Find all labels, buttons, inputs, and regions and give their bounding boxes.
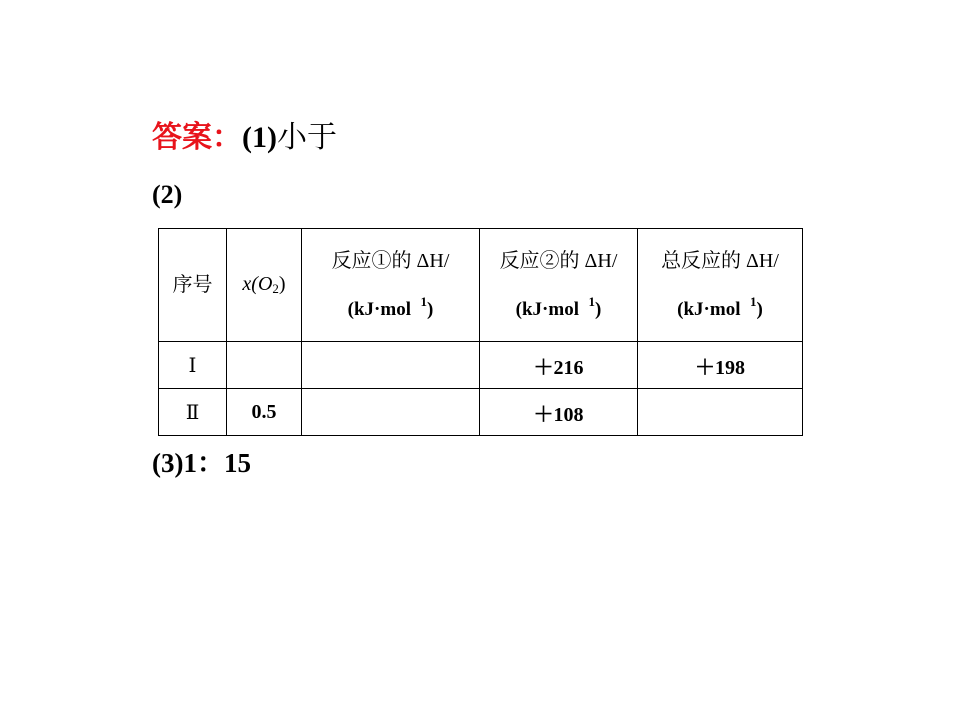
header-x-close: ) [278, 273, 286, 296]
header-reaction-1-unit [302, 294, 479, 322]
part-1-answer: 小于 [276, 121, 337, 154]
table-row [159, 342, 803, 389]
answer-label: 答案： [152, 121, 242, 154]
header-reaction-1 [302, 229, 480, 342]
unit-superscript: 1 [588, 293, 595, 309]
header-seq: 序号 [159, 229, 227, 342]
header-reaction-2-unit [480, 294, 637, 322]
unit-superscript: 1 [420, 293, 427, 309]
part-1-number: (1) [242, 121, 277, 154]
cell-total [638, 389, 803, 436]
unit-close: ) [756, 298, 763, 320]
unit-text: (kJ·mol [515, 298, 579, 320]
header-x [227, 229, 302, 342]
part-3-answer: (3)1：15 [152, 448, 251, 478]
header-x-subscript: 2 [272, 281, 279, 297]
cell-seq: Ⅰ [159, 342, 227, 389]
unit-text: (kJ·mol [347, 298, 411, 320]
header-reaction-2 [480, 229, 638, 342]
header-x-text: x(O [242, 273, 273, 296]
cell-total: ＋198 [638, 342, 803, 389]
table-header-row [159, 229, 803, 342]
header-reaction-1-title: 反应①的 ΔH/ [331, 249, 450, 272]
answer-line-1 [152, 112, 337, 156]
cell-r1 [302, 342, 480, 389]
unit-text: (kJ·mol [677, 298, 741, 320]
header-reaction-2-title: 反应②的 ΔH/ [499, 249, 618, 272]
header-total-title: 总反应的 ΔH/ [661, 249, 779, 272]
unit-close: ) [427, 298, 434, 320]
cell-r2: ＋108 [480, 389, 638, 436]
header-total-unit [638, 294, 802, 322]
cell-seq: Ⅱ [159, 389, 227, 436]
header-total-reaction [638, 229, 803, 342]
unit-superscript: 1 [750, 293, 757, 309]
cell-r2: ＋216 [480, 342, 638, 389]
cell-x: 0.5 [227, 389, 302, 436]
cell-x [227, 342, 302, 389]
table-row [159, 389, 803, 436]
enthalpy-table [158, 228, 803, 436]
cell-r1 [302, 389, 480, 436]
unit-close: ) [595, 298, 602, 320]
part-2-number: (2) [152, 180, 183, 209]
